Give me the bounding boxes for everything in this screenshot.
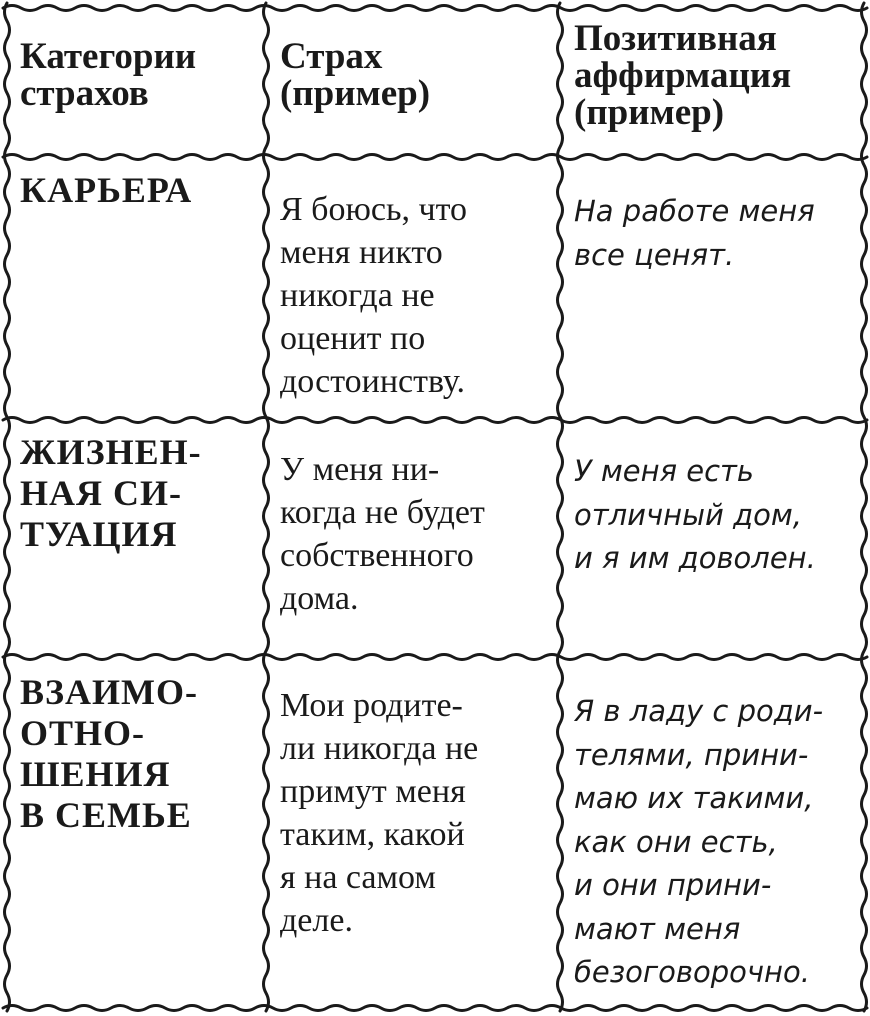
fear-line: собственного bbox=[280, 537, 474, 574]
affirmation-line: и я им доволен. bbox=[574, 541, 816, 575]
fear-line: У меня ни- bbox=[280, 451, 440, 488]
affirmation-line: и они прини- bbox=[574, 868, 772, 902]
grid-horizontal-line bbox=[3, 6, 867, 11]
fear-line: Я боюсь, что bbox=[280, 191, 467, 228]
grid-horizontal-line bbox=[3, 155, 867, 160]
header-categories bbox=[20, 38, 196, 112]
affirmation-line: все ценят. bbox=[574, 237, 735, 272]
grid-horizontal-line bbox=[3, 655, 867, 660]
affirmation-line: У меня есть bbox=[574, 454, 755, 488]
affirmation-cell bbox=[574, 690, 823, 995]
fear-line: оценит по bbox=[280, 320, 426, 357]
fear-line: никогда не bbox=[280, 277, 435, 314]
category-line: НАЯ СИ- bbox=[20, 473, 182, 513]
category-line: В СЕМЬЕ bbox=[20, 795, 192, 835]
fear-cell bbox=[280, 188, 467, 403]
grid-vertical-line bbox=[558, 3, 563, 1011]
header-line: Страх bbox=[280, 36, 383, 77]
fear-line: ли никогда не bbox=[280, 730, 479, 767]
affirmation-cell bbox=[574, 190, 815, 277]
category-cell bbox=[20, 170, 192, 211]
fear-line: меня никто bbox=[280, 234, 443, 271]
affirmation-line: мают меня bbox=[574, 911, 741, 946]
fear-line: когда не будет bbox=[280, 494, 485, 531]
category-line: ЖИЗНЕН- bbox=[20, 432, 202, 472]
fear-line: таким, какой bbox=[280, 816, 465, 853]
header-line: аффирмация bbox=[574, 55, 792, 96]
affirmation-line: телями, прини- bbox=[574, 737, 809, 772]
category-cell bbox=[20, 672, 198, 836]
header-line: Категории bbox=[20, 36, 197, 77]
fear-line: достоинству. bbox=[280, 363, 465, 400]
category-cell bbox=[20, 432, 202, 555]
affirmation-line: как они есть, bbox=[574, 824, 778, 859]
affirmation-line: Я в ладу с роди- bbox=[574, 694, 824, 728]
header-line: (пример) bbox=[280, 73, 431, 114]
affirmation-line: маю их такими, bbox=[574, 781, 814, 815]
header-line: Позитивная bbox=[574, 18, 777, 59]
affirmation-line: На работе меня bbox=[574, 194, 815, 228]
affirmation-line: отличный дом, bbox=[574, 497, 802, 532]
category-line: ВЗАИМО- bbox=[20, 672, 198, 712]
grid-horizontal-line bbox=[3, 418, 867, 423]
fear-line: деле. bbox=[280, 902, 353, 939]
affirmation-line: безоговорочно. bbox=[574, 955, 810, 989]
fear-line: Мои родите- bbox=[280, 687, 463, 724]
header-fear bbox=[280, 38, 430, 112]
fear-cell bbox=[280, 448, 485, 620]
affirmation-cell bbox=[574, 450, 816, 581]
header-affirmation bbox=[574, 20, 791, 131]
category-line: ОТНО- bbox=[20, 713, 146, 753]
category-line: ШЕНИЯ bbox=[20, 754, 171, 794]
header-line: (пример) bbox=[574, 92, 725, 133]
header-line: страхов bbox=[20, 73, 149, 114]
grid-horizontal-line bbox=[3, 1006, 867, 1011]
fear-cell bbox=[280, 684, 478, 942]
category-line: КАРЬЕРА bbox=[20, 170, 193, 210]
fear-line: дома. bbox=[280, 580, 359, 617]
fear-line: примут меня bbox=[280, 773, 466, 810]
fear-line: я на самом bbox=[280, 859, 436, 896]
category-line: ТУАЦИЯ bbox=[20, 514, 178, 554]
grid-vertical-line bbox=[862, 3, 867, 1011]
